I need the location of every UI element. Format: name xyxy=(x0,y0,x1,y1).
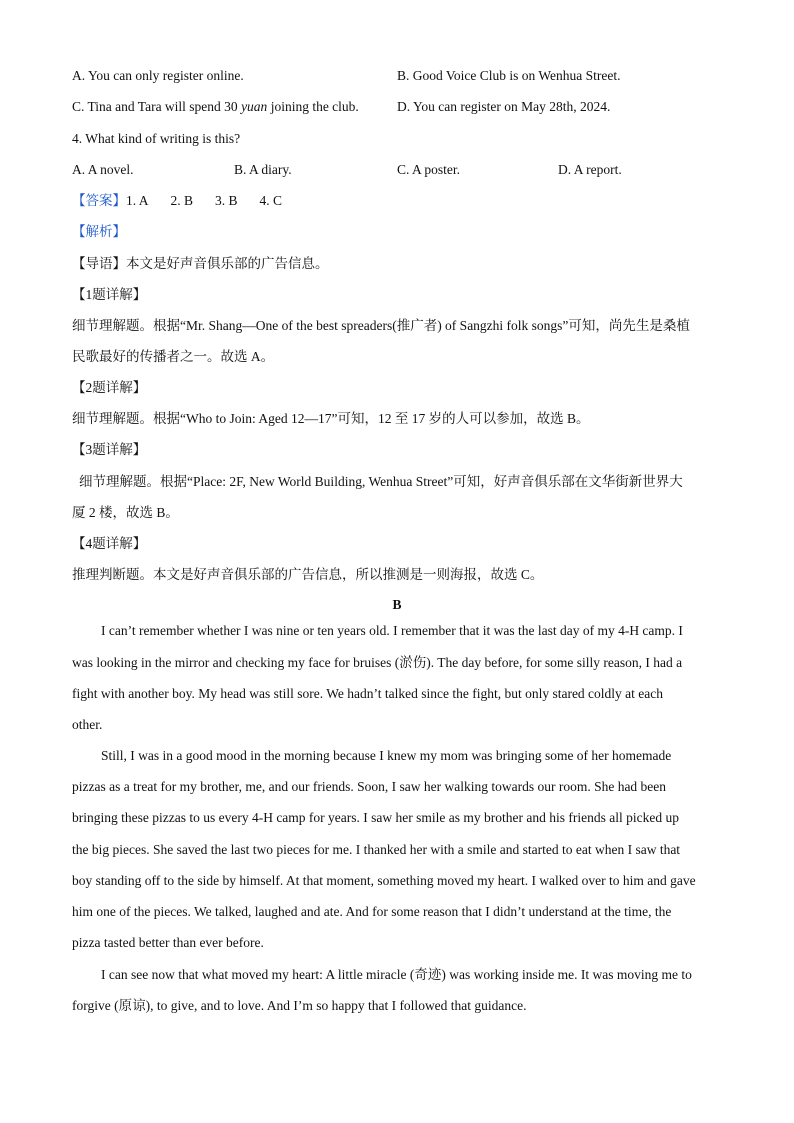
q4-option-b: B. A diary. xyxy=(234,162,292,177)
passage-line: I can see now that what moved my heart: A little miracle (奇迹) was working inside me. It was moving me to xyxy=(101,967,692,982)
q3-option-c-pre: C. Tina and Tara will spend 30 xyxy=(72,99,242,114)
passage-line: pizzas as a treat for my brother, me, and our friends. Soon, I saw her walking towards our room. She had been xyxy=(72,779,667,794)
q3-option-c-yuan: yuan xyxy=(241,99,268,114)
passage-line: forgive (原谅), to give, and to love. And I’m so happy that I followed that guidance. xyxy=(72,998,527,1013)
q4-detail-line-1: 推理判断题。本文是好声音俱乐部的广告信息，所以推测是一则海报，故选 C。 xyxy=(72,567,544,582)
answer-line xyxy=(72,192,304,210)
section-b-heading: B xyxy=(392,597,402,612)
guide-line xyxy=(72,255,329,273)
passage-line: bringing these pizzas to us every 4-H camp for years. I saw her smile as my brother and his friends all picked up xyxy=(72,810,679,825)
q1-detail-line-2: 民歌最好的传播者之一。故选 A。 xyxy=(72,349,275,364)
answer-item-4: 4. C xyxy=(259,193,283,208)
answer-tag: 【答案】 xyxy=(72,193,126,208)
q1-detail-line-1: 细节理解题。根据“Mr. Shang—One of the best spreaders(推广者) of Sangzhi folk songs”可知，尚先生是桑植 xyxy=(72,318,690,333)
q1-detail-tag: 【1题详解】 xyxy=(72,287,147,302)
passage-line: other. xyxy=(72,717,103,732)
answer-item-2: 2. B xyxy=(170,193,194,208)
q3-detail-line-1: 细节理解题。根据“Place: 2F, New World Building, Wenhua Street”可知，好声音俱乐部在文华街新世界大 xyxy=(79,474,683,489)
guide-tag: 【导语】 xyxy=(72,256,126,271)
q3-option-a: A. You can only register online. xyxy=(72,68,244,83)
q4-option-c: C. A poster. xyxy=(397,162,461,177)
q2-detail-line-1: 细节理解题。根据“Who to Join: Aged 12—17”可知，12 至 17 岁的人可以参加，故选 B。 xyxy=(72,411,590,426)
q3-option-c xyxy=(72,98,359,116)
analysis-tag: 【解析】 xyxy=(72,224,126,239)
answer-item-1: 1. A xyxy=(126,193,149,208)
q4-option-d: D. A report. xyxy=(558,162,622,177)
passage-line: fight with another boy. My head was still sore. We hadn’t talked since the fight, but only stared coldly at each xyxy=(72,686,664,701)
q3-detail-line-2: 厦 2 楼，故选 B。 xyxy=(72,505,179,520)
answer-item-3: 3. B xyxy=(215,193,238,208)
q3-option-d: D. You can register on May 28th, 2024. xyxy=(397,99,611,114)
q2-detail-tag: 【2题详解】 xyxy=(72,380,147,395)
q3-option-b: B. Good Voice Club is on Wenhua Street. xyxy=(397,68,621,83)
q4-option-a: A. A novel. xyxy=(72,162,134,177)
passage-line: I can’t remember whether I was nine or ten years old. I remember that it was the last day of my 4-H camp. I xyxy=(101,623,683,638)
q4-question: 4. What kind of writing is this? xyxy=(72,131,241,146)
passage-line: him one of the pieces. We talked, laughed and ate. And for some reason that I didn’t understand at the time, the xyxy=(72,904,672,919)
passage-line: was looking in the mirror and checking my face for bruises (淤伤). The day before, for some silly reason, I had a xyxy=(72,655,683,670)
passage-line: the big pieces. She saved the last two pieces for me. I thanked her with a smile and started to eat when I saw that xyxy=(72,842,681,857)
passage-line: pizza tasted better than ever before. xyxy=(72,935,264,950)
guide-text: 本文是好声音俱乐部的广告信息。 xyxy=(126,256,329,271)
q3-option-c-post: joining the club. xyxy=(267,99,359,114)
passage-line: boy standing off to the side by himself. At that moment, something moved my heart. I walked over to him and gave xyxy=(72,873,696,888)
q4-detail-tag: 【4题详解】 xyxy=(72,536,147,551)
passage-line: Still, I was in a good mood in the morning because I knew my mom was bringing some of her homemade xyxy=(101,748,672,763)
q3-detail-tag: 【3题详解】 xyxy=(72,442,147,457)
